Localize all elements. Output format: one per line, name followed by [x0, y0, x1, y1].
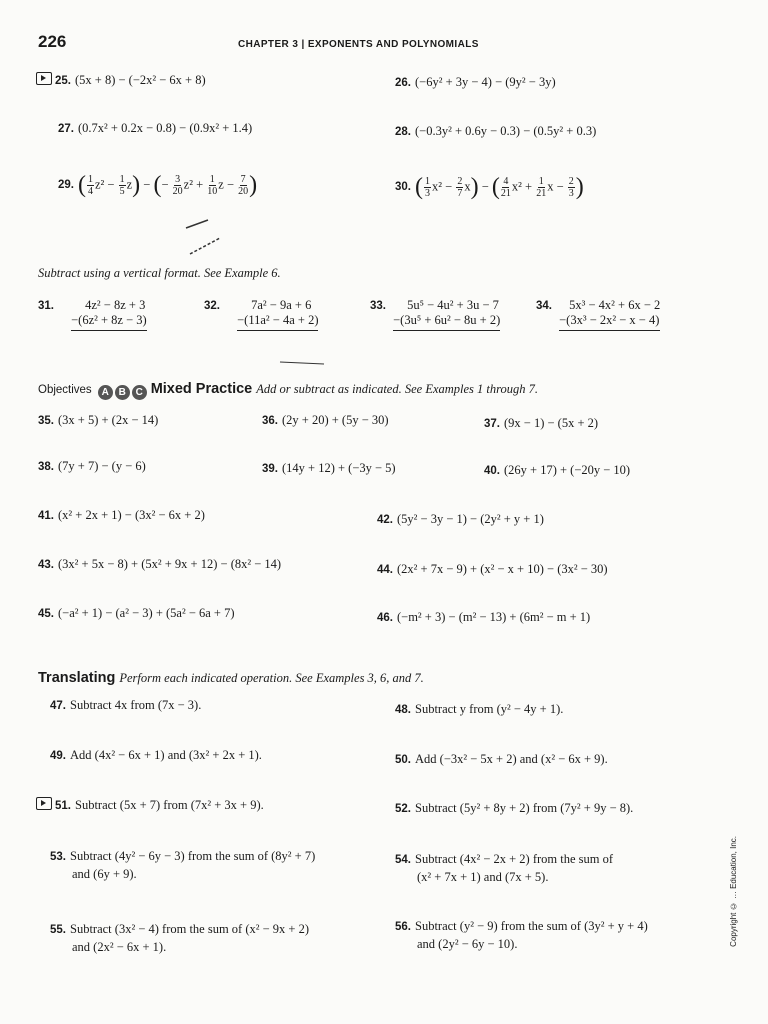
- mixed-practice-header: Objectives A B C Mixed Practice Add or subtract as indicated. See Examples 1 through 7.: [38, 381, 539, 398]
- exercise-33: 33. 5u⁵ − 4u² + 3u − 7 −(3u⁵ + 6u² − 8u + 2): [370, 298, 500, 331]
- objective-badge: A: [98, 385, 113, 400]
- exercise-31: 31. 4z² − 8z + 3 −(6z² + 8z − 3): [38, 298, 147, 331]
- exercise-37: 37. (9x − 1) − (5x + 2): [484, 416, 599, 430]
- exercise-49: 49. Add (4x² − 6x + 1) and (3x² + 2x + 1).: [50, 748, 262, 762]
- exercise-38: 38. (7y + 7) − (y − 6): [38, 459, 146, 473]
- translating-header: Translating Perform each indicated operation. See Examples 3, 6, and 7.: [38, 670, 424, 686]
- objective-badge: C: [132, 385, 147, 400]
- exercise-34: 34. 5x³ − 4x² + 6x − 2 −(3x³ − 2x² − x − 4): [536, 298, 660, 331]
- exercise-48: 48. Subtract y from (y² − 4y + 1).: [395, 702, 564, 716]
- copyright-notice: Copyright © … Education, Inc.: [729, 836, 738, 947]
- exercise-44: 44. (2x² + 7x − 9) + (x² − x + 10) − (3x² − 30): [377, 562, 608, 576]
- exercise-52: 52. Subtract (5y² + 8y + 2) from (7y² + 9y − 8).: [395, 801, 634, 815]
- exercise-53: 53. Subtract (4y² − 6y − 3) from the sum of (8y² + 7) and (6y + 9).: [50, 849, 316, 881]
- exercise-27: 27. (0.7x² + 0.2x − 0.8) − (0.9x² + 1.4): [58, 121, 253, 135]
- page-number: 226: [38, 32, 67, 51]
- exercise-46: 46. (−m² + 3) − (m² − 13) + (6m² − m + 1): [377, 610, 591, 624]
- video-icon: [36, 797, 52, 810]
- pen-mark: [180, 214, 240, 258]
- exercise-56: 56. Subtract (y² − 9) from the sum of (3y² + y + 4) and (2y² − 6y − 10).: [395, 919, 648, 951]
- exercise-28: 28. (−0.3y² + 0.6y − 0.3) − (0.5y² + 0.3): [395, 124, 597, 138]
- pen-mark: [278, 356, 328, 368]
- exercise-36: 36. (2y + 20) + (5y − 30): [262, 413, 389, 427]
- exercise-35: 35. (3x + 5) + (2x − 14): [38, 413, 159, 427]
- exercise-54: 54. Subtract (4x² − 2x + 2) from the sum of (x² + 7x + 1) and (7x + 5).: [395, 852, 614, 884]
- objective-badge: B: [115, 385, 130, 400]
- video-icon: [36, 72, 52, 85]
- exercise-40: 40. (26y + 17) + (−20y − 10): [484, 463, 631, 477]
- chapter-title: CHAPTER 3 | EXPONENTS AND POLYNOMIALS: [238, 39, 479, 50]
- vertical-instruction: Subtract using a vertical format. See Example 6.: [38, 266, 281, 280]
- exercise-26: 26. (−6y² + 3y − 4) − (9y² − 3y): [395, 75, 556, 89]
- exercise-51: 51. Subtract (5x + 7) from (7x² + 3x + 9).: [36, 797, 264, 813]
- exercise-50: 50. Add (−3x² − 5x + 2) and (x² − 6x + 9).: [395, 752, 608, 766]
- exercise-41: 41. (x² + 2x + 1) − (3x² − 6x + 2): [38, 508, 205, 522]
- exercise-55: 55. Subtract (3x² − 4) from the sum of (x² − 9x + 2) and (2x² − 6x + 1).: [50, 922, 310, 954]
- exercise-43: 43. (3x² + 5x − 8) + (5x² + 9x + 12) − (8x² − 14): [38, 557, 282, 571]
- exercise-30: 30. ( $\frac{1}{3}$ x² − $\frac{2}{7}$ x) − ( $\frac{4}{21}$ x² + $\frac{1}{21}$ x − $\frac{2}{3}$ ): [395, 174, 584, 200]
- exercise-47: 47. Subtract 4x from (7x − 3).: [50, 698, 202, 712]
- exercise-39: 39. (14y + 12) + (−3y − 5): [262, 461, 396, 475]
- exercise-25: 25. (5x + 8) − (−2x² − 6x + 8): [36, 72, 206, 88]
- exercise-32: 32. 7a² − 9a + 6 −(11a² − 4a + 2): [204, 298, 318, 331]
- exercise-42: 42. (5y² − 3y − 1) − (2y² + y + 1): [377, 512, 544, 526]
- exercise-45: 45. (−a² + 1) − (a² − 3) + (5a² − 6a + 7): [38, 606, 235, 620]
- exercise-29: 29. ( $\frac{1}{4}$ z² − $\frac{1}{5}$ z) − (− $\frac{3}{20}$ z² + $\frac{1}{10}$ z − $\frac{7}{20}$ ): [58, 172, 258, 198]
